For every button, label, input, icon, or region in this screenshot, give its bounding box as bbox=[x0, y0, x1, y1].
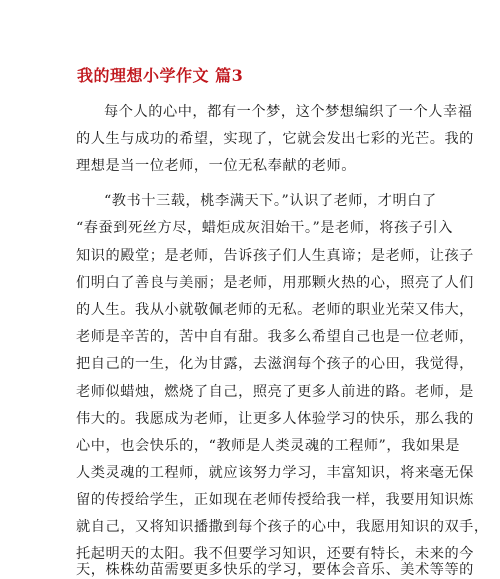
paragraph-1-line-3: 理想是当一位老师，一位无私奉献的老师。 bbox=[76, 158, 357, 174]
paragraph-2-line-4: 们明白了善良与美丽；是老师，用那颗火热的心，照亮了人们 bbox=[76, 275, 474, 291]
document-title: 我的理想小学作文 篇3 bbox=[77, 66, 244, 85]
paragraph-2-line-2: “春蚕到死丝方尽，蜡炬成灰泪始干。”是老师，将孩子引入 bbox=[76, 220, 453, 236]
paragraph-2-line-8: 老师似蜡烛，燃烧了自己，照亮了更多人前进的路。老师，是 bbox=[76, 384, 474, 400]
paragraph-2-line-3: 知识的殿堂；是老师，告诉孩子们人生真谛；是老师，让孩子 bbox=[76, 248, 474, 264]
paragraph-2-line-1: “教书十三载，桃李满天下。”认识了老师，才明白了 bbox=[104, 193, 437, 209]
paragraph-2-line-10: 心中，也会快乐的，“教师是人类灵魂的工程师”，我如果是 bbox=[76, 438, 461, 454]
paragraph-1-line-1: 每个人的心中，都有一个梦，这个梦想编织了一个人幸福 bbox=[104, 104, 473, 120]
paragraph-2-line-5: 的人生。我从小就敬佩老师的无私。老师的职业光荣又伟大， bbox=[76, 302, 474, 318]
paragraph-2-line-12: 留的传授给学生，正如现在老师传授给我一样，我要用知识炼 bbox=[76, 492, 474, 508]
paragraph-2-line-7: 把自己的一生，化为甘露，去滋润每个孩子的心田，我觉得， bbox=[76, 356, 474, 372]
paragraph-2-line-14: 托起明天的太阳。我不但要学习知识，还要有特长，未来的今 bbox=[76, 546, 474, 562]
paragraph-2-line-9: 伟大的。我愿成为老师，让更多人体验学习的快乐，那么我的 bbox=[76, 411, 474, 427]
paragraph-2-line-13: 就自己，又将知识播撒到每个孩子的心中，我愿用知识的双手， bbox=[76, 519, 489, 535]
paragraph-2-line-15: 天，株株幼苗需要更多快乐的学习，要体会音乐、美术等等的 bbox=[76, 562, 474, 578]
paragraph-2-line-6: 老师是辛苦的，苦中自有甜。我多么希望自己也是一位老师， bbox=[76, 329, 474, 345]
paragraph-1-line-2: 的人生与成功的希望，实现了，它就会发出七彩的光芒。我的 bbox=[76, 131, 474, 147]
paragraph-2-line-11: 人类灵魂的工程师，就应该努力学习，丰富知识，将来毫无保 bbox=[76, 465, 474, 481]
